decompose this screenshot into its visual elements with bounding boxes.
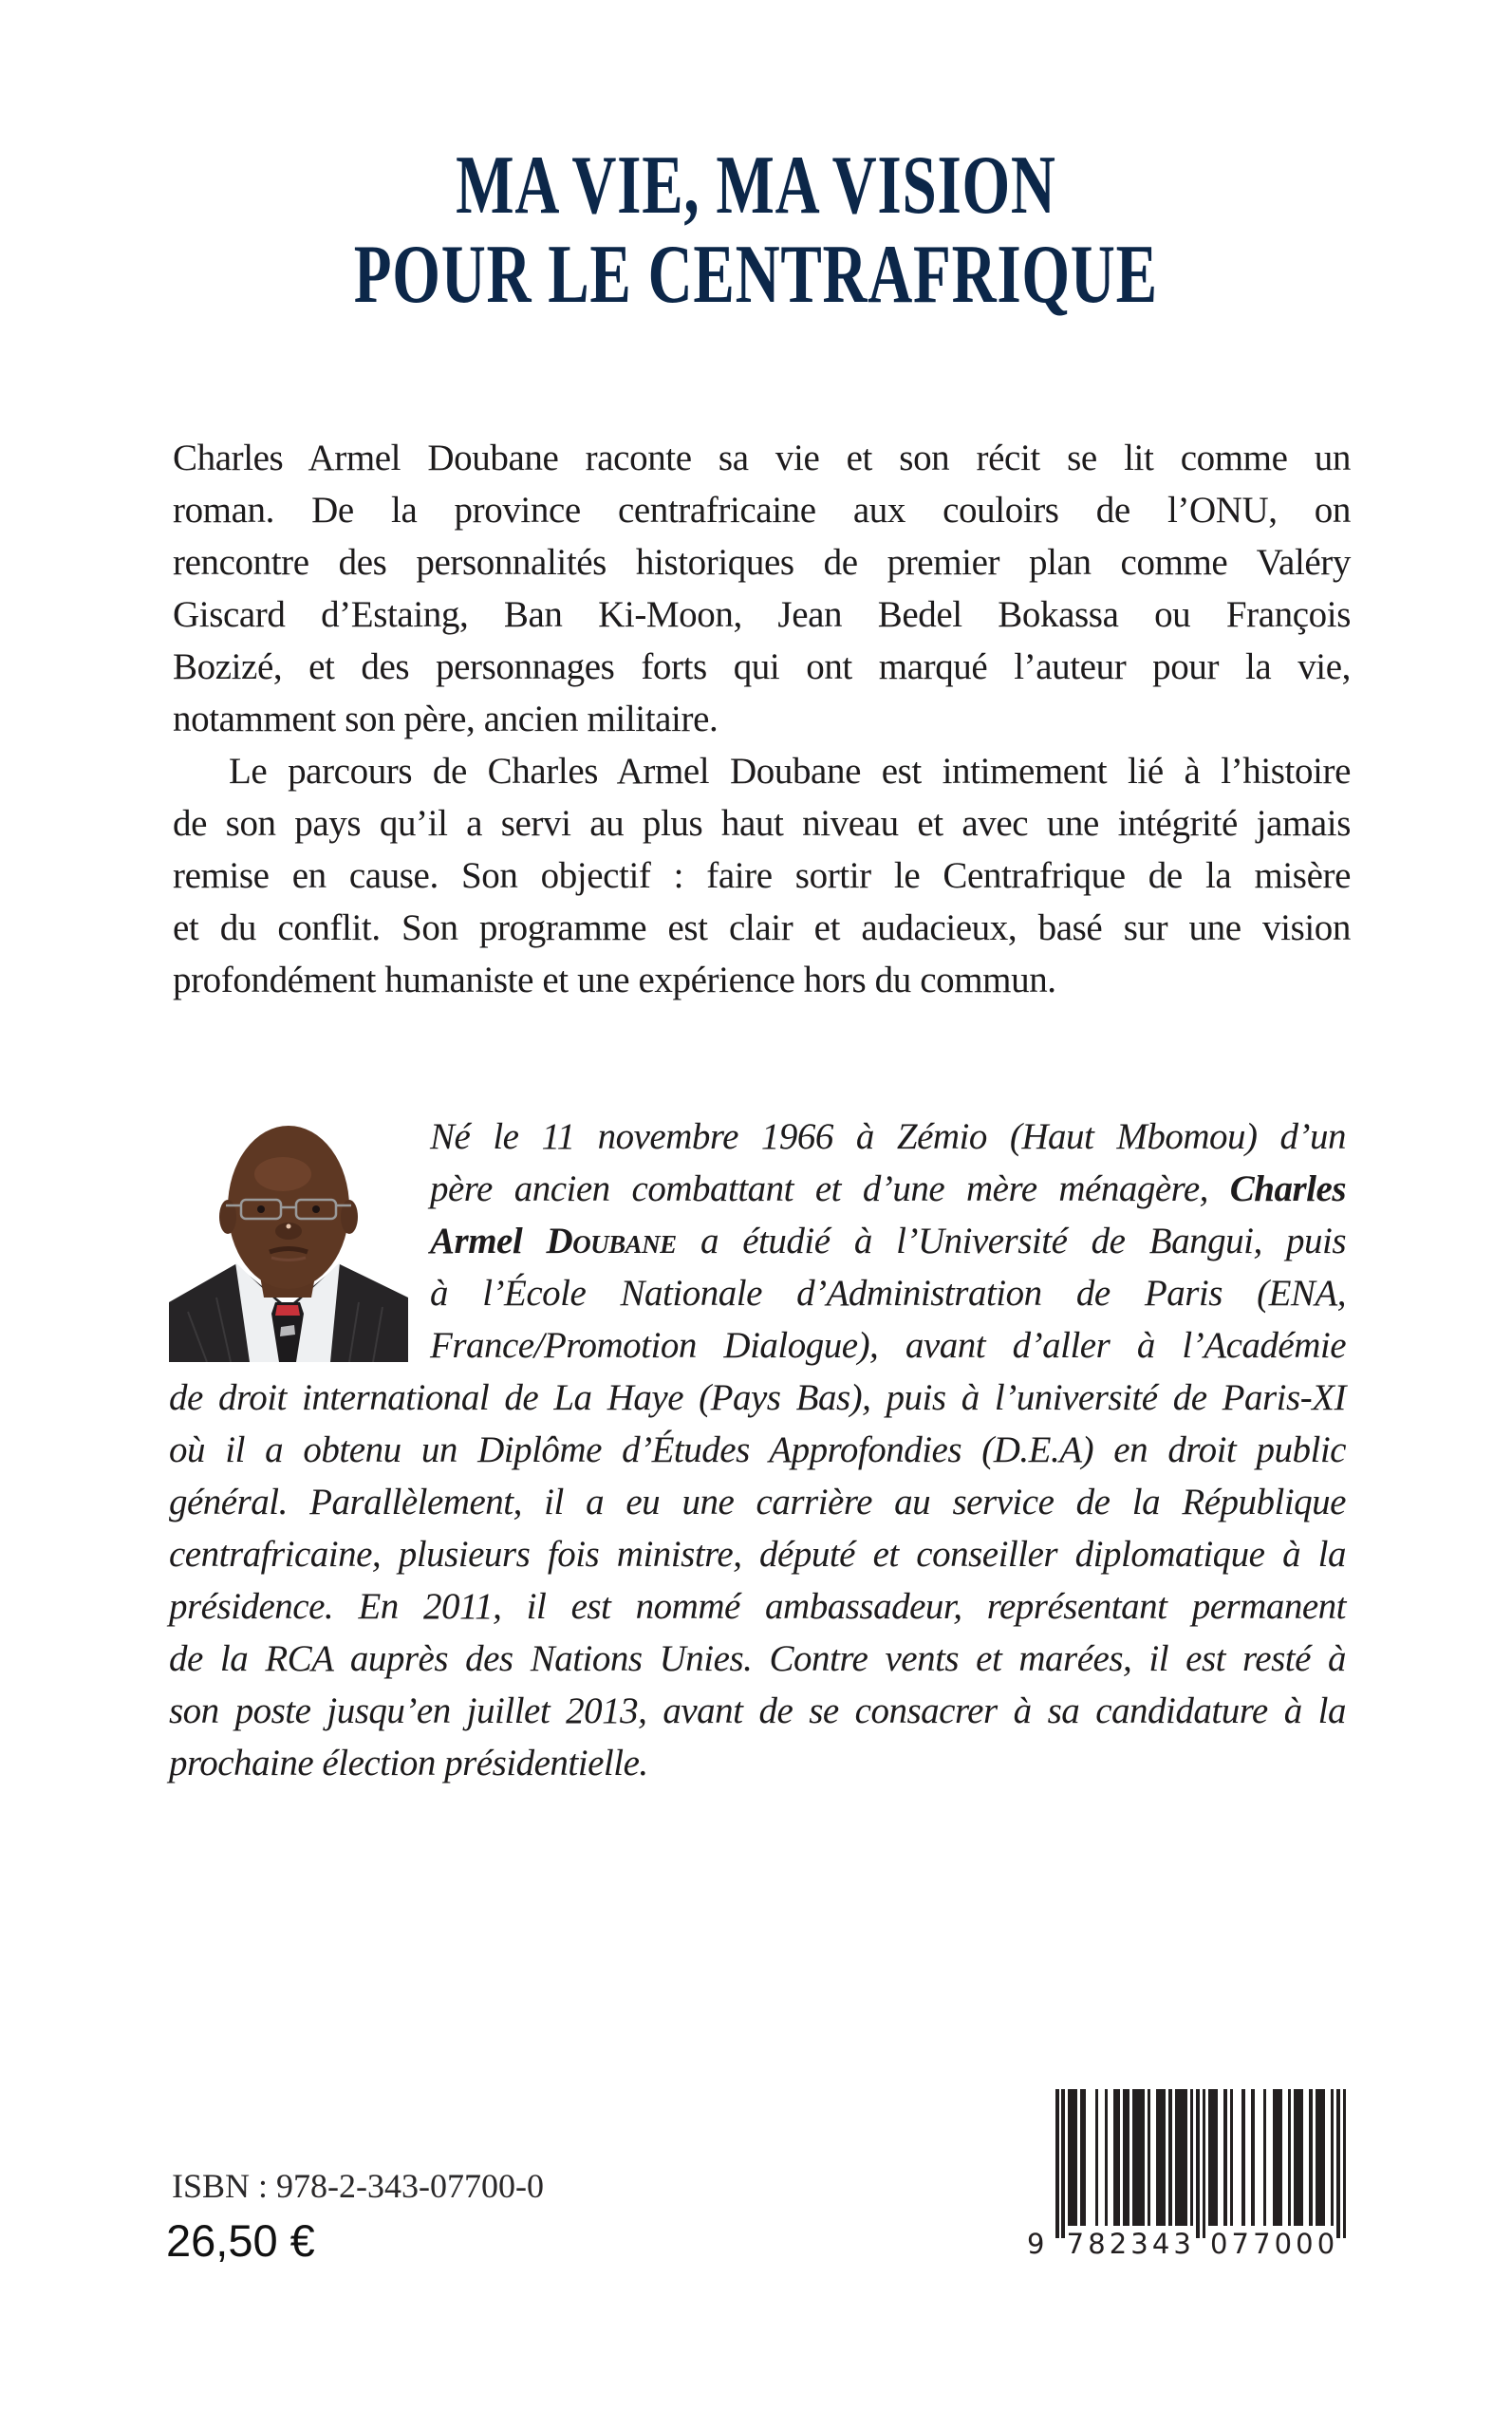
barcode-digit: 7 [1231, 2228, 1249, 2260]
author-photo [169, 1112, 408, 1362]
barcode-bar [1263, 2089, 1267, 2226]
barcode-digit: 0 [1210, 2228, 1228, 2260]
bio-text: France/Promotion Dialogue), avant d’aller à l’Académie [430, 1325, 1346, 1366]
barcode-bar [1251, 2089, 1255, 2226]
bio-text: de la RCA auprès des Nations Unies. Contre vents et marées, il est resté à [169, 1638, 1346, 1679]
barcode-bar [1343, 2089, 1347, 2238]
barcode-bar [1126, 2089, 1129, 2226]
bio-line [169, 1476, 1346, 1528]
bio-line [430, 1215, 1346, 1267]
bio-text: où il a obtenu un Diplôme d’Études Approfondies (D.E.A) en droit public [169, 1429, 1346, 1470]
barcode-bar [1055, 2089, 1059, 2238]
barcode-digit: 3 [1130, 2228, 1148, 2260]
barcode-bar [1321, 2089, 1325, 2226]
barcode-bar [1309, 2089, 1313, 2226]
author-name-bold: Charles [1229, 1168, 1346, 1209]
barcode-bar [1300, 2089, 1304, 2226]
barcode-bar [1190, 2089, 1194, 2226]
barcode-bar [1336, 2089, 1340, 2238]
barcode-bar [1163, 2089, 1167, 2226]
price-label: 26,50 € [166, 2215, 315, 2266]
barcode-digit: 9 [1027, 2228, 1045, 2260]
barcode-bar [1184, 2089, 1187, 2226]
title-line-2 [0, 231, 1512, 320]
barcode-bar [1223, 2089, 1227, 2226]
barcode-digit: 2 [1109, 2228, 1128, 2260]
text-line: et du conflit. Son programme est clair et audacieux, basé sur une vision [173, 907, 1351, 948]
text-line: profondément humaniste et une expérience hors du commun. [173, 960, 1056, 1000]
text-line: Bozizé, et des personnages forts qui ont marqué l’auteur pour la vie, [173, 646, 1351, 687]
title-line-1-text: MA VIE, MA VISION [456, 140, 1056, 232]
barcode-digit: 7 [1253, 2228, 1271, 2260]
barcode-digit: 0 [1274, 2228, 1293, 2260]
barcode-bar [1061, 2089, 1065, 2238]
barcode-bar [1116, 2089, 1120, 2226]
title-line-1 [0, 141, 1512, 231]
text-line: Le parcours de Charles Armel Doubane est intimement lié à l’histoire [229, 751, 1351, 792]
text-line: roman. De la province centrafricaine aux couloirs de l’ONU, on [173, 490, 1351, 531]
barcode-bar [1148, 2089, 1151, 2226]
bio-text: a étudié à l’Université de Bangui, puis [676, 1221, 1346, 1261]
barcode-digit: 0 [1296, 2228, 1314, 2260]
barcode-bar [1203, 2089, 1206, 2238]
barcode-bar [1073, 2089, 1077, 2226]
text-line: remise en cause. Son objectif : faire sortir le Centrafrique de la misère [173, 855, 1351, 896]
author-portrait-icon [169, 1112, 408, 1362]
bio-line [430, 1111, 1346, 1163]
barcode-digit: 3 [1173, 2228, 1191, 2260]
bio-text: son poste jusqu’en juillet 2013, avant de se consacrer à sa candidature à la [169, 1690, 1346, 1731]
text-line: de son pays qu’il a servi au plus haut niveau et avec une intégrité jamais [173, 803, 1351, 844]
bio-text: de droit international de La Haye (Pays Bas), puis à l’université de Paris-XI [169, 1377, 1346, 1418]
summary-paragraph-2 [173, 745, 1351, 1006]
bio-text: Né le 11 novembre 1966 à Zémio (Haut Mbomou) d’un [430, 1116, 1346, 1157]
bio-text: à l’École Nationale d’Administration de Paris (ENA, [430, 1273, 1346, 1314]
bio-line [430, 1319, 1346, 1372]
text-line: Charles Armel Doubane raconte sa vie et son récit se lit comme un [173, 438, 1351, 478]
bio-line [169, 1372, 1346, 1424]
barcode-bar [1214, 2089, 1218, 2226]
author-name-bold: Armel [430, 1221, 547, 1261]
bio-line [169, 1528, 1346, 1580]
barcode-bar [1279, 2089, 1282, 2226]
bio-line [169, 1580, 1346, 1633]
bio-text: général. Parallèlement, il a eu une carrière au service de la République [169, 1482, 1346, 1522]
summary-paragraph-1 [173, 432, 1351, 745]
barcode-digit: 7 [1066, 2228, 1085, 2260]
barcode-digit: 8 [1088, 2228, 1106, 2260]
barcode-bar [1196, 2089, 1200, 2238]
barcode-bar [1105, 2089, 1109, 2226]
bio-line [169, 1633, 1346, 1685]
isbn-barcode [1025, 2089, 1353, 2260]
bio-text: père ancien combattant et d’une mère ménagère, [430, 1168, 1230, 1209]
barcode-bar [1241, 2089, 1245, 2226]
bio-text: centrafricaine, plusieurs fois ministre, député et conseiller diplomatique à la [169, 1534, 1346, 1575]
barcode-digit: 0 [1316, 2228, 1335, 2260]
title-line-2-text: POUR LE CENTRAFRIQUE [354, 229, 1158, 321]
barcode-bar [1230, 2089, 1234, 2226]
bio-line [169, 1685, 1346, 1737]
barcode-bar [1168, 2089, 1172, 2226]
author-bio-full [169, 1372, 1346, 1789]
text-line: Giscard d’Estaing, Ban Ki-Moon, Jean Bedel Bokassa ou François [173, 594, 1351, 635]
bio-line [430, 1163, 1346, 1215]
author-name-bold: oubane [572, 1221, 677, 1261]
barcode-bar [1331, 2089, 1335, 2226]
bio-line [169, 1424, 1346, 1476]
barcode-bar [1083, 2089, 1087, 2226]
bio-text: présidence. En 2011, il est nommé ambassadeur, représentant permanent [169, 1586, 1346, 1627]
text-line: rencontre des personnalités historiques de premier plan comme Valéry [173, 542, 1351, 583]
author-name-bold: D [546, 1221, 573, 1261]
bio-line [169, 1737, 1346, 1789]
text-line: notamment son père, ancien militaire. [173, 699, 719, 739]
barcode-bar [1095, 2089, 1099, 2226]
barcode-digit: 4 [1151, 2228, 1170, 2260]
author-bio-wrapped [430, 1111, 1346, 1372]
bio-line [430, 1267, 1346, 1319]
barcode-bar [1141, 2089, 1145, 2226]
bio-text: prochaine élection présidentielle. [169, 1743, 648, 1783]
barcode-bar [1288, 2089, 1292, 2226]
isbn-label: ISBN : 978-2-343-07700-0 [172, 2167, 544, 2205]
